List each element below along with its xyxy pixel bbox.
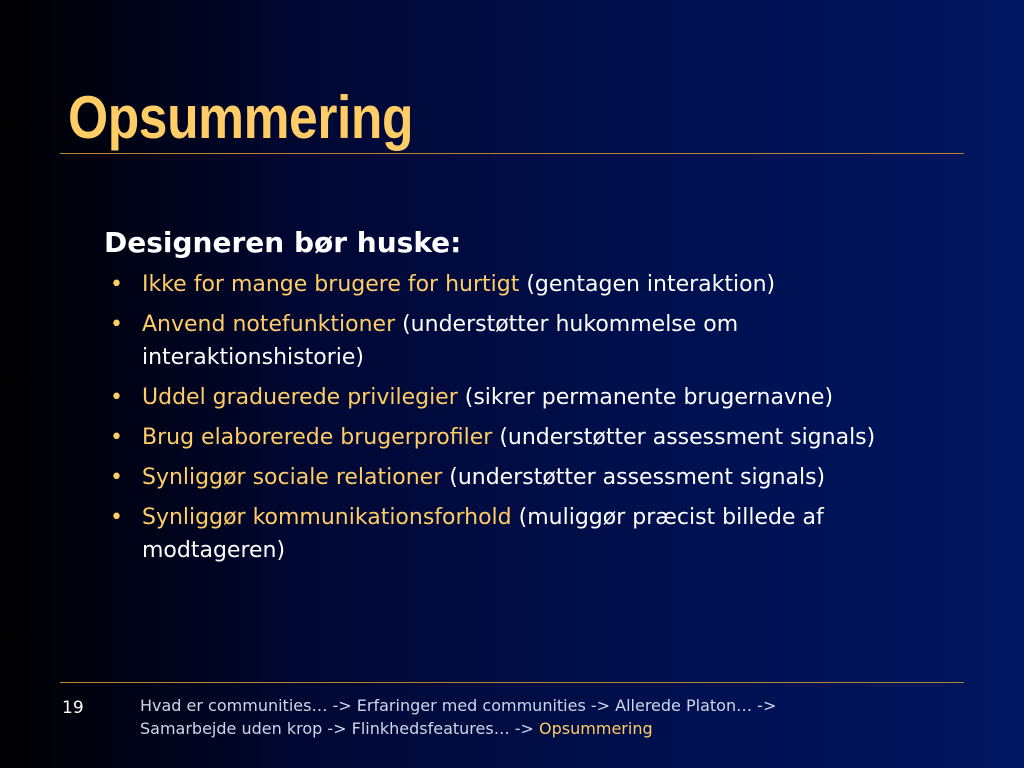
- bullet-highlight: Synliggør sociale relationer: [142, 465, 443, 490]
- bullet-highlight: Uddel graduerede privilegier: [142, 385, 458, 410]
- content-heading: Designeren bør huske:: [104, 226, 462, 259]
- bullet-icon: •: [110, 505, 123, 530]
- bullet-icon: •: [110, 465, 123, 490]
- bullet-note: (understøtter assessment signals): [442, 465, 826, 490]
- bullet-highlight: Synliggør kommunikationsforhold: [142, 505, 512, 530]
- bullet-highlight: Brug elaborerede brugerprofiler: [142, 425, 493, 450]
- breadcrumb-trail: Hvad er communities… -> Erfaringer med communities -> Allerede Platon… -> Samarbejde uden krop -> Flinkhedsfeatures… ->: [140, 696, 777, 738]
- bullet-note: (gentagen interaktion): [519, 272, 776, 297]
- bullet-item: [104, 268, 964, 301]
- bullet-item: [104, 381, 964, 414]
- slide-number: 19: [62, 698, 84, 718]
- bullet-item: [104, 501, 964, 567]
- bullet-item: [104, 421, 964, 454]
- bullet-item: [104, 461, 964, 494]
- bullet-note: (understøtter hukommelse om interaktionshistorie): [142, 312, 739, 370]
- slide-title: Opsummering: [68, 84, 414, 151]
- bullet-icon: •: [110, 385, 123, 410]
- breadcrumb-current: Opsummering: [539, 719, 653, 738]
- bullet-note: (sikrer permanente brugernavne): [457, 385, 834, 410]
- bullet-item: [104, 308, 964, 374]
- slide-content: [104, 224, 964, 574]
- bullet-list: [104, 268, 964, 567]
- bullet-note: (muliggør præcist billede af modtageren): [142, 505, 824, 563]
- bullet-highlight: Anvend notefunktioner: [142, 312, 396, 337]
- bullet-note: (understøtter assessment signals): [492, 425, 876, 450]
- footer-divider: [60, 682, 964, 683]
- title-divider: [60, 153, 964, 154]
- breadcrumb: [140, 694, 860, 740]
- bullet-icon: •: [110, 312, 123, 337]
- bullet-highlight: Ikke for mange brugere for hurtigt: [142, 272, 520, 297]
- bullet-icon: •: [110, 425, 123, 450]
- bullet-icon: •: [110, 272, 123, 297]
